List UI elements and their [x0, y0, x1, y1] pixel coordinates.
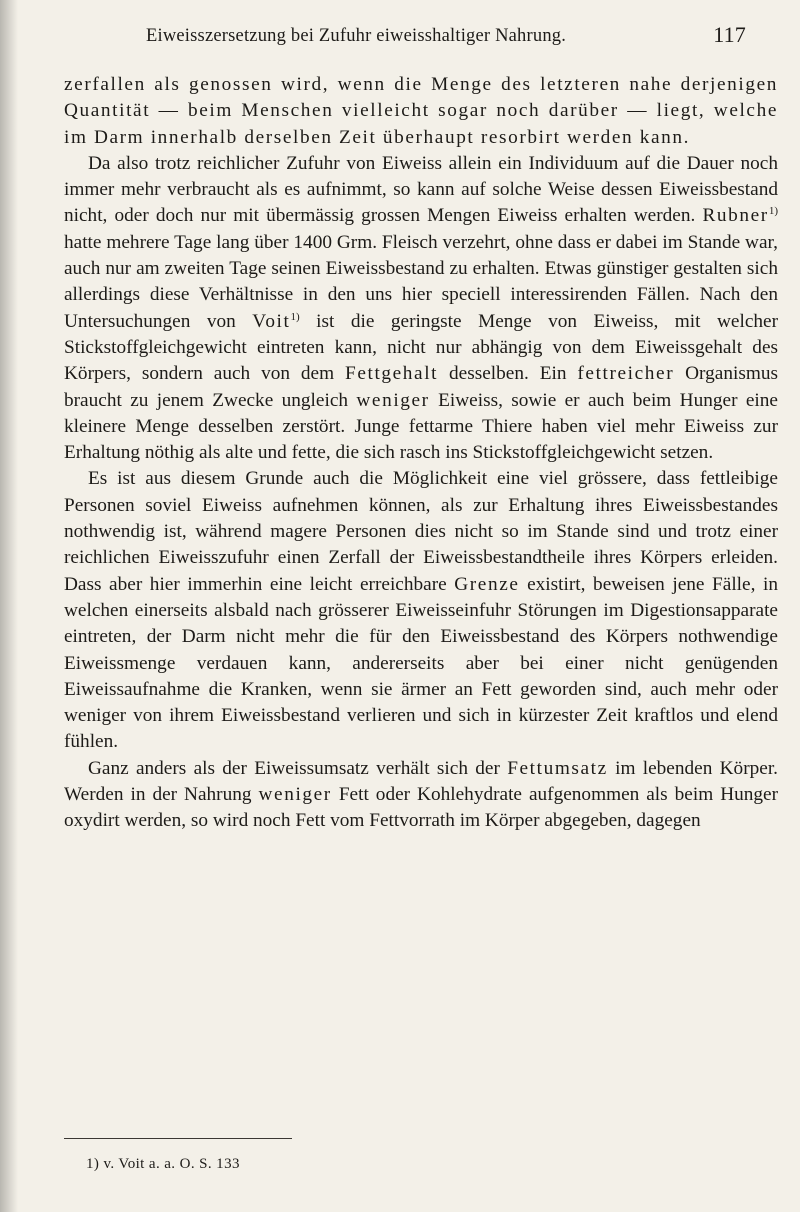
p3-text-1: Es ist aus diesem Grunde auch die Möglichkeit eine viel grössere, dass fettleibige Personen soviel Eiweiss aufnehmen können, als zur Erhaltung ihres Eiweissbestandes nothwendig ist, während magere Personen dies nicht so im Stande sind und trotz einer reichlichen Eiweisszufuhr einen Zerfall der Eiweissbestandtheile ihres Körpers erleiden. Dass aber hier immerhin eine leicht erreichbare [64, 468, 778, 595]
footnote-ref-1: 1) [768, 205, 778, 218]
paragraph-2 [64, 151, 778, 467]
running-head-title: Eiweisszersetzung bei Zufuhr eiweisshaltiger Nahrung. [146, 26, 567, 46]
footnote-text: v. Voit a. a. O. S. 133 [103, 1156, 240, 1172]
p4-text-1: Ganz anders als der Eiweissumsatz verhält sich der [88, 757, 500, 779]
emphasis-weniger-2: weniger [258, 784, 332, 806]
p2-text-6: Eiweiss, sowie er auch beim Hunger eine kleinere Menge desselben zerstört. Junge fettarme Thiere haben viel mehr Eiweiss zur Erhaltung nöthig als alte und fette, die sich rasch ins Stickstoffgleichgewicht setzen. [64, 389, 778, 464]
paragraph-3 [64, 466, 778, 755]
p2-text-3: ist die geringste Menge von Eiweiss, mit welcher Stickstoffgleichgewicht eintreten kann, nicht nur abhängig von dem Eiweissgehalt des Körpers, sondern auch von dem [64, 310, 779, 385]
footnote-ref-2: 1) [290, 310, 300, 323]
footnote [86, 1156, 240, 1173]
footnote-marker: 1) [86, 1156, 100, 1172]
emphasis-grenze: Grenze [454, 573, 520, 595]
emphasis-fettumsatz: Fettumsatz [507, 757, 608, 779]
p2-text-4: desselben. Ein [449, 363, 567, 385]
running-head [146, 22, 776, 54]
author-name-voit: Voit [252, 310, 291, 332]
paragraph-4 [64, 756, 778, 835]
paragraph-1 [64, 72, 778, 151]
author-name-rubner: Rubner [702, 205, 769, 227]
p2-text-2: hatte mehrere Tage lang über 1400 Grm. Fleisch verzehrt, ohne dass er dabei im Stande war, auch nur am zweiten Tage seinen Eiweissbestand zu erhalten. Etwas günstiger gestalten sich allerdings diese Verhältnisse in den uns hier speciell interessirenden Fällen. Nach den Untersuchungen von [64, 231, 778, 332]
footnote-rule [64, 1138, 292, 1139]
body-text [64, 72, 778, 835]
emphasis-fettreicher: fettreicher [577, 363, 675, 385]
page-number: 117 [713, 22, 746, 47]
p2-text-5: Organismus braucht zu jenem Zwecke ungleich [64, 363, 778, 411]
emphasis-fettgehalt: Fettgehalt [345, 363, 439, 385]
p2-text-1: Da also trotz reichlicher Zufuhr von Eiweiss allein ein Individuum auf die Dauer noch immer mehr verbraucht als es aufnimmt, so kann auf solche Weise dessen Eiweissbestand nicht, oder doch nur mit übermässig grossen Mengen Eiweiss erhalten werden. [64, 152, 778, 227]
p4-text-2: im lebenden Körper. Werden in der Nahrung [64, 757, 778, 806]
emphasis-weniger: weniger [356, 389, 430, 411]
p4-text-3: Fett oder Kohlehydrate aufgenommen als beim Hunger oxydirt werden, so wird noch Fett vom Fettvorrath im Körper abgegeben, dagegen [64, 784, 779, 832]
p1-text: zerfallen als genossen wird, wenn die Menge des letzteren nahe derjenigen Quantität — beim Menschen vielleicht sogar noch darüber — liegt, welche im Darm innerhalb derselben Zeit überhaupt resorbirt werden kann. [64, 74, 778, 148]
p3-text-2: existirt, beweisen jene Fälle, in welchen einerseits alsbald nach grösserer Eiweisseinfuhr Störungen im Digestionsapparate eintreten, der Darm nicht mehr die für den Eiweissbestand des Körpers nothwendige Eiweissmenge verdauen kann, andererseits aber bei einer nicht genügenden Eiweissaufnahme die Kranken, wenn sie ärmer an Fett geworden sind, auch mehr oder weniger von ihrem Eiweissbestand verlieren und sich in kürzester Zeit kraftlos und elend fühlen. [64, 573, 778, 753]
